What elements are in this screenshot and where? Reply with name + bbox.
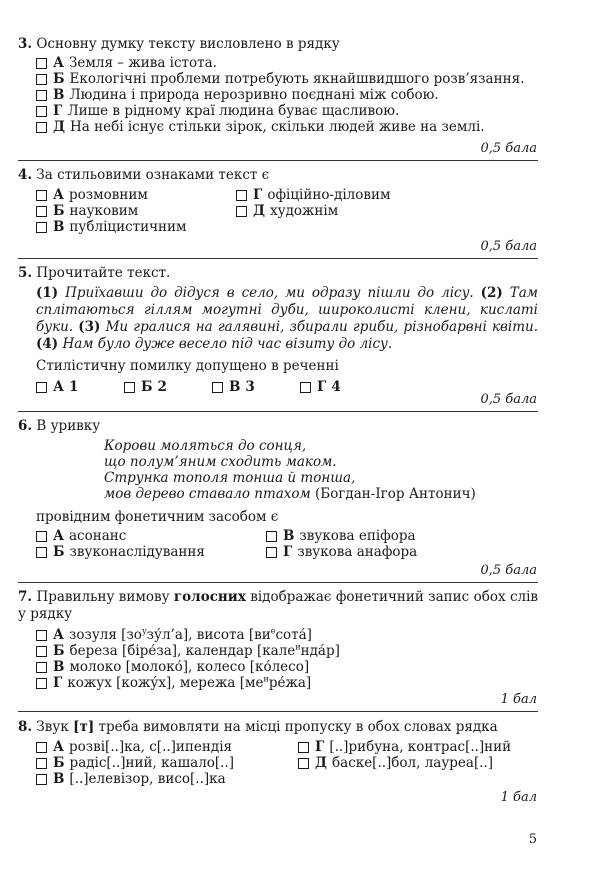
option-text: баске[..]бол, лауреа[..] bbox=[332, 755, 494, 771]
checkbox[interactable] bbox=[298, 758, 309, 769]
option-letter: В bbox=[229, 379, 241, 395]
option-text: Людина і природа нерозривно поєднані між собою. bbox=[69, 87, 439, 103]
question-text: Правильну вимову bbox=[36, 589, 174, 605]
q8-options bbox=[36, 739, 538, 787]
q8-option-g[interactable] bbox=[298, 739, 538, 755]
option-text: звукова епіфора bbox=[299, 528, 416, 544]
q4-option-g[interactable] bbox=[236, 187, 476, 203]
q5-prompt: Стилістичну помилку допущено в реченні bbox=[36, 358, 339, 374]
q6-option-v[interactable] bbox=[266, 528, 506, 544]
question-keyword: голосних bbox=[173, 589, 246, 605]
question-4-header bbox=[18, 167, 538, 184]
sentence-number: (4) bbox=[36, 336, 59, 352]
option-text: [..]елевізор, висо[..]ка bbox=[69, 771, 226, 787]
question-7-header bbox=[18, 589, 538, 623]
q6-option-a[interactable] bbox=[36, 528, 266, 544]
checkbox[interactable] bbox=[36, 646, 47, 657]
question-text: Звук bbox=[36, 719, 74, 735]
poem-line: Струнка тополя тонша й тонша, bbox=[104, 470, 356, 486]
question-number: 3. bbox=[18, 36, 33, 52]
option-letter: Д bbox=[253, 203, 266, 219]
question-text: треба вимовляти на місці пропуску в обох словах рядка bbox=[94, 719, 498, 735]
question-text: За стильовими ознаками текст є bbox=[36, 167, 270, 183]
q7-option-v[interactable] bbox=[36, 659, 538, 675]
option-letter: Б bbox=[53, 755, 65, 771]
option-text: береза [біре́за], календар [кале$^и$нда́р] bbox=[69, 642, 340, 659]
question-3 bbox=[18, 36, 538, 135]
option-letter: Г bbox=[315, 739, 325, 755]
option-text: розмовним bbox=[69, 187, 148, 203]
q3-option-b[interactable] bbox=[36, 71, 538, 87]
checkbox[interactable] bbox=[36, 758, 47, 769]
poem-line: що полум’яним сходить маком. bbox=[104, 454, 337, 470]
q3-option-a[interactable] bbox=[36, 55, 538, 71]
poem-line: Корови моляться до сонця, bbox=[104, 438, 307, 454]
option-text: 1 bbox=[69, 379, 79, 395]
sentence-text: Ми гралися на галявині, збирали гриби, різнобарвні квіти. bbox=[100, 319, 538, 335]
option-letter: Г bbox=[283, 544, 293, 560]
sentence-text: Там сплітаються гіллям могутні дуби, широколисті клени, кислаті буки. bbox=[36, 285, 538, 335]
checkbox[interactable] bbox=[36, 74, 47, 85]
divider bbox=[18, 411, 538, 412]
question-text: Прочитайте текст. bbox=[36, 265, 171, 281]
checkbox[interactable] bbox=[36, 382, 47, 393]
question-4 bbox=[18, 167, 538, 235]
option-letter: А bbox=[53, 627, 64, 643]
q5-option-g[interactable] bbox=[300, 379, 388, 395]
option-letter: А bbox=[53, 55, 64, 71]
checkbox[interactable] bbox=[36, 58, 47, 69]
question-5-header bbox=[18, 265, 538, 282]
divider bbox=[18, 711, 538, 712]
option-letter: Б bbox=[53, 544, 65, 560]
option-letter: В bbox=[53, 219, 65, 235]
option-letter: Г bbox=[317, 379, 327, 395]
option-letter: В bbox=[53, 659, 65, 675]
q4-option-d[interactable] bbox=[236, 203, 476, 219]
q4-option-b[interactable] bbox=[36, 203, 236, 219]
poem-line: мов дерево ставало птахом bbox=[104, 486, 311, 502]
q4-option-v[interactable] bbox=[36, 219, 236, 235]
checkbox[interactable] bbox=[300, 382, 311, 393]
checkbox[interactable] bbox=[36, 206, 47, 217]
q5-option-b[interactable] bbox=[124, 379, 212, 395]
option-text: науковим bbox=[69, 203, 139, 219]
checkbox[interactable] bbox=[124, 382, 135, 393]
poem-line-last bbox=[104, 486, 538, 502]
checkbox[interactable] bbox=[266, 531, 277, 542]
q6-option-b[interactable] bbox=[36, 544, 266, 560]
question-7 bbox=[18, 589, 538, 691]
checkbox[interactable] bbox=[212, 382, 223, 393]
q8-points: 1 бал bbox=[500, 790, 537, 805]
q8-option-b[interactable] bbox=[36, 755, 298, 771]
question-number: 6. bbox=[18, 418, 33, 434]
option-text: 2 bbox=[157, 379, 167, 395]
checkbox[interactable] bbox=[298, 742, 309, 753]
sentence-text: Приїхавши до дідуся в село, ми одразу пішли до лісу. bbox=[58, 285, 481, 301]
option-letter: Г bbox=[53, 675, 63, 691]
checkbox[interactable] bbox=[236, 206, 247, 217]
option-text: Земля – жива істота. bbox=[69, 55, 217, 71]
divider bbox=[18, 160, 538, 161]
option-text: розві[..]ка, с[..]ипендія bbox=[69, 739, 233, 755]
option-letter: Г bbox=[53, 103, 63, 119]
checkbox[interactable] bbox=[36, 531, 47, 542]
checkbox[interactable] bbox=[36, 742, 47, 753]
q7-option-a[interactable] bbox=[36, 627, 538, 643]
option-letter: В bbox=[283, 528, 295, 544]
question-number: 7. bbox=[18, 589, 33, 605]
q8-option-d[interactable] bbox=[298, 755, 538, 771]
q5-option-a[interactable] bbox=[36, 379, 124, 395]
question-number: 8. bbox=[18, 719, 33, 735]
option-letter: В bbox=[53, 771, 65, 787]
option-letter: Д bbox=[315, 755, 328, 771]
checkbox[interactable] bbox=[36, 630, 47, 641]
question-3-header bbox=[18, 36, 538, 53]
option-letter: В bbox=[53, 87, 65, 103]
q6-points: 0,5 бала bbox=[480, 563, 537, 578]
q4-points: 0,5 бала bbox=[480, 239, 537, 254]
q4-options bbox=[36, 187, 538, 235]
q5-option-v[interactable] bbox=[212, 379, 300, 395]
option-letter: Г bbox=[253, 187, 263, 203]
option-text: 4 bbox=[331, 379, 341, 395]
option-text: На небі існує стільки зірок, скільки людей живе на землі. bbox=[70, 119, 485, 135]
q3-option-d[interactable] bbox=[36, 103, 538, 119]
checkbox[interactable] bbox=[36, 122, 47, 133]
option-text: Екологічні проблеми потребують якнайшвидшого розв’язання. bbox=[69, 71, 525, 87]
q6-poem bbox=[104, 438, 538, 502]
question-8-header bbox=[18, 719, 538, 736]
question-keyword: [т] bbox=[73, 719, 95, 735]
poem-author: (Богдан-Ігор Антонич) bbox=[315, 486, 476, 502]
q7-options bbox=[18, 627, 538, 691]
option-letter: А bbox=[53, 379, 64, 395]
divider bbox=[18, 582, 538, 583]
q6-prompt: провідним фонетичним засобом є bbox=[36, 509, 279, 525]
checkbox[interactable] bbox=[36, 774, 47, 785]
option-text: 3 bbox=[245, 379, 255, 395]
checkbox[interactable] bbox=[36, 222, 47, 233]
question-text: В уривку bbox=[36, 418, 101, 434]
checkbox[interactable] bbox=[36, 662, 47, 673]
option-letter: Д bbox=[53, 119, 66, 135]
q5-options bbox=[36, 379, 538, 395]
option-text: звуконаслідування bbox=[69, 544, 205, 560]
sentence-number: (3) bbox=[78, 319, 101, 335]
checkbox[interactable] bbox=[36, 90, 47, 101]
option-text: Лише в рідному краї людина буває щасливою. bbox=[67, 103, 400, 119]
checkbox[interactable] bbox=[36, 547, 47, 558]
option-letter: А bbox=[53, 739, 64, 755]
q8-option-v[interactable] bbox=[36, 771, 298, 787]
option-text: публіцистичним bbox=[69, 219, 187, 235]
checkbox[interactable] bbox=[36, 106, 47, 117]
question-5 bbox=[18, 265, 538, 395]
question-8 bbox=[18, 719, 538, 787]
checkbox[interactable] bbox=[36, 678, 47, 689]
q7-option-b[interactable] bbox=[36, 643, 538, 659]
option-letter: Б bbox=[53, 203, 65, 219]
q3-options bbox=[18, 55, 538, 135]
option-text: [..]рибуна, контрас[..]ний bbox=[329, 739, 512, 755]
option-text: асонанс bbox=[69, 528, 127, 544]
option-letter: Б bbox=[53, 71, 65, 87]
option-text: звукова анафора bbox=[297, 544, 418, 560]
q5-points: 0,5 бала bbox=[480, 392, 537, 407]
checkbox[interactable] bbox=[266, 547, 277, 558]
q6-option-g[interactable] bbox=[266, 544, 506, 560]
q7-points: 1 бал bbox=[500, 692, 537, 707]
option-letter: Б bbox=[53, 643, 65, 659]
question-number: 5. bbox=[18, 265, 33, 281]
option-text: кожух [кожу́х], мережа $[ме^ире́жа]$ bbox=[67, 674, 312, 691]
option-text: офіційно-діловим bbox=[267, 187, 391, 203]
q7-option-g[interactable] bbox=[36, 675, 538, 691]
option-text: художнім bbox=[270, 203, 339, 219]
option-letter: А bbox=[53, 528, 64, 544]
sentence-number: (2) bbox=[480, 285, 503, 301]
question-text: відображає фонетичний запис обох слів у рядку bbox=[18, 589, 539, 622]
option-text: молоко [молоко́], колесо [ко́лесо] bbox=[69, 659, 310, 675]
option-text: зозуля $[зо^узу́л’а]$, висота $[ви^есота́]$ bbox=[69, 626, 312, 643]
q6-options bbox=[36, 528, 538, 560]
page-number: 5 bbox=[528, 832, 537, 847]
question-6 bbox=[18, 418, 538, 560]
q8-option-a[interactable] bbox=[36, 739, 298, 755]
q5-passage bbox=[36, 285, 538, 353]
question-text: Основну думку тексту висловлено в рядку bbox=[36, 36, 340, 52]
checkbox[interactable] bbox=[236, 190, 247, 201]
q3-option-e[interactable] bbox=[36, 119, 538, 135]
option-text: радіс[..]ний, кашало[..] bbox=[69, 755, 235, 771]
sentence-text: Нам було дуже весело під час візиту до лісу. bbox=[58, 336, 393, 352]
option-letter: А bbox=[53, 187, 64, 203]
q4-option-a[interactable] bbox=[36, 187, 236, 203]
q3-option-c[interactable] bbox=[36, 87, 538, 103]
sentence-number: (1) bbox=[36, 285, 59, 301]
checkbox[interactable] bbox=[36, 190, 47, 201]
question-number: 4. bbox=[18, 167, 33, 183]
divider bbox=[18, 258, 538, 259]
option-letter: Б bbox=[141, 379, 153, 395]
q3-points: 0,5 бала bbox=[480, 141, 537, 156]
question-6-header bbox=[18, 418, 538, 435]
